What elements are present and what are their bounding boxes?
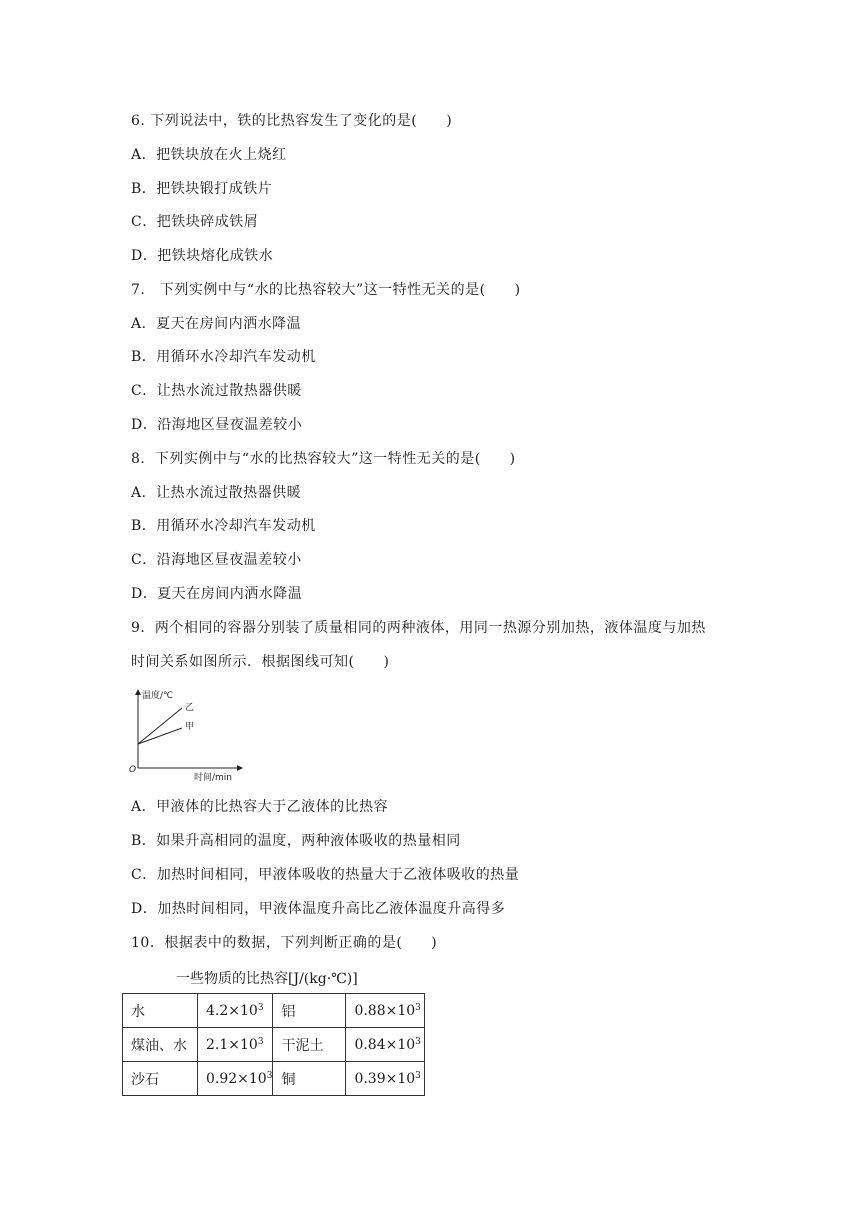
question-7-option-b: B．用循环水冷却汽车发动机 [131, 349, 316, 365]
specific-heat-table [122, 993, 425, 1096]
table-cell: 水 [123, 994, 198, 1028]
question-7-option-a: A．夏天在房间内洒水降温 [131, 316, 302, 332]
question-6-stem: 6. 下列说法中，铁的比热容发生了变化的是( ) [131, 113, 453, 129]
line-jia-label: 甲 [185, 722, 195, 732]
question-9-stem-line2: 时间关系如图所示．根据图线可知( ) [131, 654, 390, 670]
table-row [123, 994, 425, 1028]
temperature-time-figure [128, 686, 244, 782]
question-8-option-d: D．夏天在房间内洒水降温 [131, 586, 303, 602]
question-6-option-c: C．把铁块碎成铁屑 [131, 214, 259, 230]
question-9-option-c: C．加热时间相同，甲液体吸收的热量大于乙液体吸收的热量 [131, 867, 520, 883]
table-cell: 铝 [273, 994, 346, 1028]
question-7-option-c: C．让热水流过散热器供暖 [131, 383, 302, 399]
question-7-stem: 7. 下列实例中与“水的比热容较大”这一特性无关的是( ) [131, 282, 521, 298]
table-row [123, 1028, 425, 1062]
line-yi-label: 乙 [185, 703, 195, 713]
table-caption: 一些物质的比热容[J/(kg·℃)] [176, 971, 358, 987]
question-8-option-c: C．沿海地区昼夜温差较小 [131, 552, 302, 568]
question-6-option-a: A．把铁块放在火上烧红 [131, 147, 287, 163]
table-cell: $0.92\times 10^3$ [198, 1062, 273, 1096]
table-cell: $0.84\times 10^3$ [346, 1028, 425, 1062]
x-axis-label: 时间/min [194, 773, 233, 782]
table-cell: $0.39\times 10^3$ [346, 1062, 425, 1096]
question-6-option-b: B．把铁块锻打成铁片 [131, 181, 273, 197]
table-cell: 煤油、水 [123, 1028, 198, 1062]
table-row [123, 1062, 425, 1096]
question-6-option-d: D．把铁块熔化成铁水 [131, 248, 274, 264]
question-8-option-b: B．用循环水冷却汽车发动机 [131, 518, 316, 534]
table-cell: 沙石 [123, 1062, 198, 1096]
question-9-option-b: B．如果升高相同的温度，两种液体吸收的热量相同 [131, 833, 461, 849]
question-8-option-a: A．让热水流过散热器供暖 [131, 485, 302, 501]
y-axis-label: 温度/℃ [142, 691, 174, 701]
line-jia [138, 728, 182, 744]
table-cell: $2.1\times 10^3$ [198, 1028, 273, 1062]
table-cell: $0.88\times 10^3$ [346, 994, 425, 1028]
question-7-option-d: D．沿海地区昼夜温差较小 [131, 417, 303, 433]
question-9-option-a: A．甲液体的比热容大于乙液体的比热容 [131, 799, 389, 815]
table-cell: 铜 [273, 1062, 346, 1096]
table-cell: 干泥土 [273, 1028, 346, 1062]
origin-label: O [129, 765, 137, 775]
question-9-option-d: D．加热时间相同，甲液体温度升高比乙液体温度升高得多 [131, 901, 506, 917]
question-9-stem-line1: 9．两个相同的容器分别装了质量相同的两种液体，用同一热源分别加热，液体温度与加热 [131, 620, 706, 636]
question-8-stem: 8．下列实例中与“水的比热容较大”这一特性无关的是( ) [131, 451, 516, 467]
table-cell: $4.2\times 10^3$ [198, 994, 273, 1028]
question-10-stem: 10．根据表中的数据，下列判断正确的是( ) [131, 935, 438, 951]
line-yi [138, 708, 182, 744]
